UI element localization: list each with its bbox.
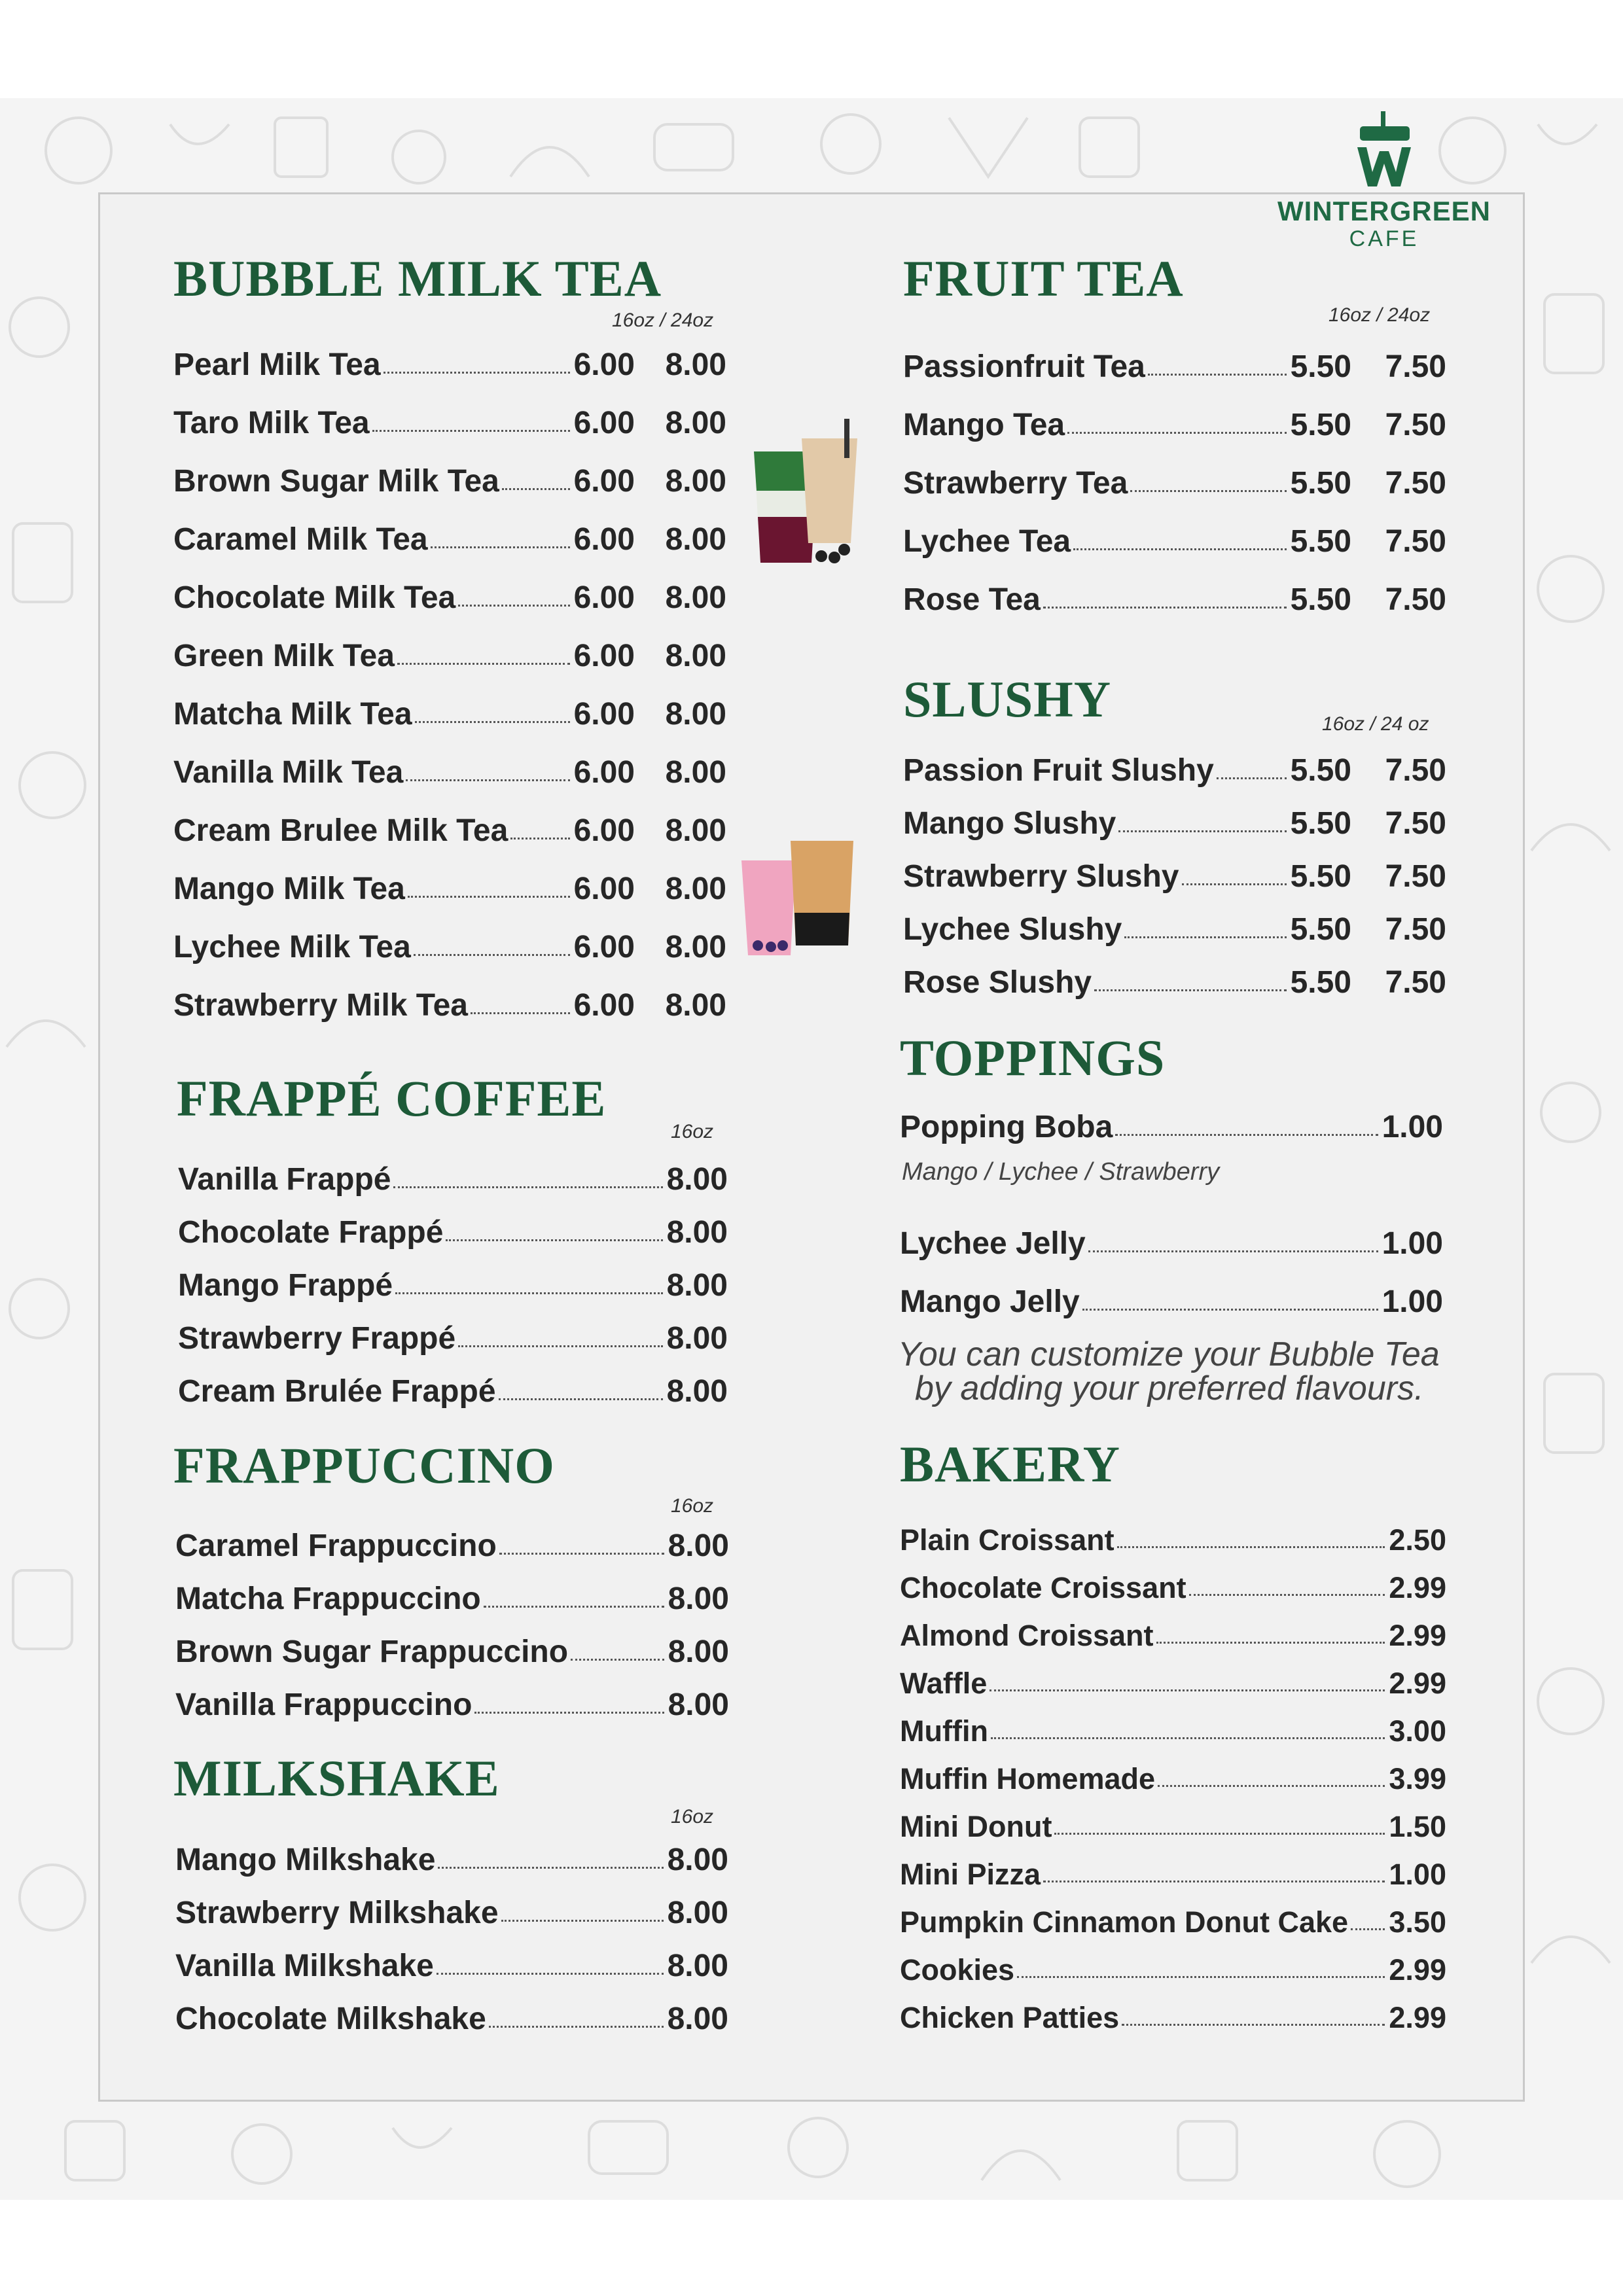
menu-item-price-large: 7.50 xyxy=(1385,408,1446,442)
menu-item-name: Chocolate Frappé xyxy=(178,1215,444,1250)
menu-item-name: Strawberry Slushy xyxy=(903,859,1179,894)
menu-item-name: Passionfruit Tea xyxy=(903,349,1145,384)
menu-item-name: Chocolate Milkshake xyxy=(175,2002,486,2036)
menu-item-name: Cookies xyxy=(900,1953,1015,1987)
dot-leader xyxy=(414,954,570,956)
menu-item-price: 6.00 xyxy=(573,406,635,440)
heading-frappuccino: FRAPPUCCINO xyxy=(173,1437,555,1494)
menu-item-name: Matcha Frappuccino xyxy=(175,1581,481,1616)
menu-item-price-large: 7.50 xyxy=(1385,912,1446,947)
dot-leader xyxy=(1082,1309,1378,1311)
size-note-fruit-tea: 16oz / 24oz xyxy=(1329,304,1431,326)
dot-leader xyxy=(484,1606,664,1608)
toppings-note-line1: You can customize your Bubble Tea xyxy=(898,1335,1440,1373)
menu-item-name: Mango Jelly xyxy=(900,1284,1080,1319)
menu-item-price-large: 8.00 xyxy=(665,406,726,440)
menu-item-row xyxy=(173,518,726,557)
menu-item-name: Taro Milk Tea xyxy=(173,406,370,440)
heading-fruit-tea: FRUIT TEA xyxy=(903,250,1184,307)
menu-item-price: 2.99 xyxy=(1389,2001,1446,2034)
dot-leader xyxy=(571,1659,664,1661)
menu-item-price-large: 8.00 xyxy=(665,813,726,848)
dot-leader xyxy=(438,1867,663,1869)
menu-item-name: Mini Donut xyxy=(900,1810,1052,1843)
menu-item-row xyxy=(900,1996,1446,2035)
menu-item-row xyxy=(173,344,726,383)
menu-item-row xyxy=(175,1684,729,1723)
menu-item-price-large: 8.00 xyxy=(665,347,726,382)
dot-leader xyxy=(1158,1785,1385,1787)
menu-item-name: Passion Fruit Slushy xyxy=(903,753,1214,788)
heading-toppings: TOPPINGS xyxy=(900,1029,1166,1086)
menu-item-name: Vanilla Milk Tea xyxy=(173,755,404,790)
dot-leader xyxy=(1067,432,1286,434)
menu-item-price: 8.00 xyxy=(668,1581,729,1616)
menu-item-name: Caramel Frappuccino xyxy=(175,1528,497,1563)
dot-leader xyxy=(1115,1134,1378,1136)
dot-leader xyxy=(397,663,570,665)
menu-item-price-large: 8.00 xyxy=(665,697,726,732)
dot-leader xyxy=(474,1712,664,1714)
dot-leader xyxy=(406,779,569,781)
dot-leader xyxy=(446,1239,662,1241)
menu-item-row xyxy=(900,1614,1446,1653)
menu-item-row xyxy=(900,1566,1446,1605)
menu-item-price: 1.00 xyxy=(1389,1858,1446,1891)
dot-leader xyxy=(1118,830,1286,832)
menu-item-row xyxy=(900,1661,1446,1701)
dot-leader xyxy=(501,1920,664,1922)
menu-item-name: Rose Slushy xyxy=(903,965,1092,1000)
menu-item-price: 3.99 xyxy=(1389,1762,1446,1795)
menu-item-name: Caramel Milk Tea xyxy=(173,522,428,557)
size-note-slushy: 16oz / 24 oz xyxy=(1322,713,1429,735)
menu-item-price: 6.00 xyxy=(573,697,635,732)
menu-item-name: Chocolate Croissant xyxy=(900,1571,1186,1604)
heading-milkshake: MILKSHAKE xyxy=(173,1750,500,1807)
menu-item-price: 8.00 xyxy=(667,2002,728,2036)
menu-item-price-large: 8.00 xyxy=(665,522,726,557)
menu-item-price: 6.00 xyxy=(573,988,635,1023)
heading-bubble-milk-tea: BUBBLE MILK TEA xyxy=(173,250,662,307)
drink-illustration-strawberry-boba xyxy=(738,834,869,968)
menu-item-price: 8.00 xyxy=(666,1162,728,1197)
menu-item-name: Plain Croissant xyxy=(900,1523,1115,1557)
dot-leader xyxy=(1156,1642,1385,1644)
menu-item-name: Almond Croissant xyxy=(900,1619,1154,1652)
menu-item-price: 6.00 xyxy=(573,639,635,673)
size-note-frappe-coffee: 16oz xyxy=(671,1121,714,1142)
menu-item-row xyxy=(900,1709,1446,1748)
dot-leader xyxy=(431,546,570,548)
dot-leader xyxy=(372,430,570,432)
dot-leader xyxy=(1351,1928,1385,1930)
dot-leader xyxy=(1130,490,1286,492)
menu-item-name: Waffle xyxy=(900,1667,988,1700)
menu-item-price: 5.50 xyxy=(1290,524,1351,559)
brand-logo xyxy=(1276,108,1492,251)
size-note-frappuccino: 16oz xyxy=(671,1495,714,1517)
menu-item-price-large: 7.50 xyxy=(1385,349,1446,384)
menu-item-price: 6.00 xyxy=(573,872,635,906)
menu-item-name: Strawberry Frappé xyxy=(178,1321,456,1356)
menu-item-price: 8.00 xyxy=(667,1843,728,1877)
menu-item-price: 5.50 xyxy=(1290,753,1351,788)
menu-item-price-large: 7.50 xyxy=(1385,806,1446,841)
menu-item-name: Matcha Milk Tea xyxy=(173,697,412,732)
menu-item-row xyxy=(175,1998,728,2037)
menu-item-row xyxy=(903,908,1446,947)
menu-item-row xyxy=(173,926,726,965)
menu-item-row xyxy=(903,462,1446,501)
menu-item-row xyxy=(178,1264,728,1303)
menu-item-price: 1.00 xyxy=(1382,1226,1443,1261)
menu-item-name: Brown Sugar Milk Tea xyxy=(173,464,499,499)
menu-item-row xyxy=(900,1518,1446,1557)
menu-item-price: 2.99 xyxy=(1389,1953,1446,1987)
menu-item-row xyxy=(903,404,1446,443)
dot-leader xyxy=(1017,1976,1385,1978)
menu-item-name: Muffin xyxy=(900,1714,988,1748)
heading-bakery: BAKERY xyxy=(900,1436,1120,1492)
menu-item-price-large: 7.50 xyxy=(1385,965,1446,1000)
dot-leader xyxy=(499,1553,664,1555)
dot-leader xyxy=(458,605,569,607)
menu-item-price: 1.00 xyxy=(1382,1110,1443,1144)
menu-item-price: 2.50 xyxy=(1389,1523,1446,1557)
menu-item-row xyxy=(903,802,1446,841)
menu-item-price: 5.50 xyxy=(1290,912,1351,947)
menu-item-price-large: 7.50 xyxy=(1385,524,1446,559)
dot-leader xyxy=(393,1186,662,1188)
menu-item-row xyxy=(903,855,1446,894)
dot-leader xyxy=(1094,989,1286,991)
menu-item-row xyxy=(178,1211,728,1250)
dot-leader xyxy=(1054,1833,1385,1835)
dot-leader xyxy=(1124,936,1286,938)
menu-item-row xyxy=(903,749,1446,788)
menu-item-price-large: 7.50 xyxy=(1385,753,1446,788)
menu-item-row xyxy=(173,576,726,616)
menu-item-price-large: 8.00 xyxy=(665,755,726,790)
dot-leader xyxy=(502,488,570,490)
dot-leader xyxy=(458,1345,662,1347)
menu-item-row xyxy=(900,1222,1443,1262)
toppings-flavours: Mango / Lychee / Strawberry xyxy=(902,1158,1220,1186)
dot-leader xyxy=(510,838,569,839)
dot-leader xyxy=(1182,883,1287,885)
dot-leader xyxy=(383,372,570,374)
menu-item-name: Lychee Milk Tea xyxy=(173,930,411,964)
menu-item-row xyxy=(173,809,726,849)
dot-leader xyxy=(499,1398,663,1400)
menu-item-name: Pumpkin Cinnamon Donut Cake xyxy=(900,1905,1349,1939)
menu-item-row xyxy=(903,345,1446,385)
menu-item-name: Brown Sugar Frappuccino xyxy=(175,1634,569,1669)
menu-item-price: 8.00 xyxy=(668,1528,729,1563)
menu-item-name: Mango Tea xyxy=(903,408,1065,442)
menu-item-row xyxy=(175,1525,729,1564)
menu-item-price: 2.99 xyxy=(1389,1571,1446,1604)
menu-item-row xyxy=(903,520,1446,559)
menu-item-name: Mango Slushy xyxy=(903,806,1116,841)
menu-item-price: 2.99 xyxy=(1389,1619,1446,1652)
menu-item-price: 8.00 xyxy=(668,1634,729,1669)
menu-item-name: Chicken Patties xyxy=(900,2001,1120,2034)
menu-item-name: Muffin Homemade xyxy=(900,1762,1156,1795)
menu-item-price: 8.00 xyxy=(666,1268,728,1303)
dot-leader xyxy=(1148,374,1287,376)
menu-item-row xyxy=(178,1158,728,1197)
menu-item-row xyxy=(173,693,726,732)
menu-item-price-large: 8.00 xyxy=(665,639,726,673)
toppings-note-line2: by adding your preferred flavours. xyxy=(915,1369,1424,1407)
menu-item-row xyxy=(173,402,726,441)
menu-item-name: Mango Milkshake xyxy=(175,1843,436,1877)
dot-leader xyxy=(991,1737,1385,1739)
dot-leader xyxy=(437,1973,664,1975)
dot-leader xyxy=(1043,1881,1385,1882)
background-doodle-left xyxy=(0,196,98,2102)
menu-item-row xyxy=(173,635,726,674)
dot-leader xyxy=(408,896,570,898)
size-note-bubble-milk-tea: 16oz / 24oz xyxy=(612,309,714,331)
menu-item-price: 6.00 xyxy=(573,930,635,964)
menu-item-name: Pearl Milk Tea xyxy=(173,347,381,382)
menu-item-row xyxy=(173,460,726,499)
menu-item-row xyxy=(173,984,726,1023)
drink-illustration-matcha-boba xyxy=(746,412,877,573)
menu-item-price: 8.00 xyxy=(666,1374,728,1409)
menu-item-price-large: 7.50 xyxy=(1385,466,1446,501)
menu-item-row xyxy=(900,1106,1443,1145)
brand-name: WINTERGREEN xyxy=(1277,196,1491,226)
menu-item-name: Popping Boba xyxy=(900,1110,1113,1144)
menu-item-price: 8.00 xyxy=(666,1215,728,1250)
menu-item-row xyxy=(175,1839,728,1878)
menu-item-price: 2.99 xyxy=(1389,1667,1446,1700)
menu-item-row xyxy=(900,1900,1446,1939)
dot-leader xyxy=(990,1689,1385,1691)
dot-leader xyxy=(471,1012,570,1014)
menu-item-row xyxy=(175,1945,728,1984)
size-note-milkshake: 16oz xyxy=(671,1806,714,1828)
dot-leader xyxy=(489,2026,664,2028)
menu-item-name: Vanilla Milkshake xyxy=(175,1949,434,1983)
menu-item-price: 8.00 xyxy=(668,1687,729,1722)
brand-sub: CAFE xyxy=(1349,226,1419,251)
dot-leader xyxy=(415,721,570,723)
menu-item-price-large: 8.00 xyxy=(665,580,726,615)
menu-item-name: Green Milk Tea xyxy=(173,639,395,673)
background-doodle-bottom xyxy=(0,2102,1623,2200)
menu-item-price: 6.00 xyxy=(573,347,635,382)
cup-logo-icon xyxy=(1348,108,1420,193)
menu-item-row xyxy=(900,1852,1446,1892)
menu-item-price: 6.00 xyxy=(573,522,635,557)
menu-item-row xyxy=(900,1805,1446,1844)
menu-item-price: 5.50 xyxy=(1290,466,1351,501)
menu-item-price: 6.00 xyxy=(573,464,635,499)
menu-item-name: Rose Tea xyxy=(903,582,1041,617)
menu-item-name: Lychee Jelly xyxy=(900,1226,1086,1261)
menu-item-name: Mango Frappé xyxy=(178,1268,393,1303)
menu-item-row xyxy=(900,1280,1443,1320)
menu-item-row xyxy=(178,1317,728,1356)
menu-item-price: 5.50 xyxy=(1290,349,1351,384)
menu-item-row xyxy=(903,578,1446,618)
dot-leader xyxy=(1117,1546,1385,1548)
menu-item-price-large: 8.00 xyxy=(665,872,726,906)
menu-item-name: Cream Brulée Frappé xyxy=(178,1374,496,1409)
menu-item-name: Chocolate Milk Tea xyxy=(173,580,456,615)
menu-item-price: 1.50 xyxy=(1389,1810,1446,1843)
dot-leader xyxy=(395,1292,663,1294)
menu-item-row xyxy=(173,751,726,790)
menu-item-name: Strawberry Milkshake xyxy=(175,1896,499,1930)
dot-leader xyxy=(1189,1594,1385,1596)
menu-item-name: Vanilla Frappé xyxy=(178,1162,391,1197)
menu-item-row xyxy=(178,1370,728,1409)
menu-item-price: 5.50 xyxy=(1290,806,1351,841)
menu-item-price: 1.00 xyxy=(1382,1284,1443,1319)
menu-item-price: 6.00 xyxy=(573,755,635,790)
menu-item-row xyxy=(173,868,726,907)
menu-item-name: Strawberry Milk Tea xyxy=(173,988,468,1023)
menu-item-price: 8.00 xyxy=(667,1896,728,1930)
menu-item-name: Lychee Tea xyxy=(903,524,1071,559)
menu-item-name: Mango Milk Tea xyxy=(173,872,405,906)
menu-item-price: 5.50 xyxy=(1290,408,1351,442)
menu-item-price-large: 8.00 xyxy=(665,930,726,964)
menu-item-price: 5.50 xyxy=(1290,965,1351,1000)
menu-item-row xyxy=(175,1631,729,1670)
menu-item-price: 3.50 xyxy=(1389,1905,1446,1939)
menu-item-price: 8.00 xyxy=(666,1321,728,1356)
menu-item-price-large: 7.50 xyxy=(1385,859,1446,894)
dot-leader xyxy=(1073,548,1286,550)
heading-frappe-coffee: FRAPPÉ COFFEE xyxy=(177,1070,607,1127)
menu-item-name: Mini Pizza xyxy=(900,1858,1041,1891)
dot-leader xyxy=(1088,1250,1378,1252)
menu-item-name: Lychee Slushy xyxy=(903,912,1122,947)
dot-leader xyxy=(1043,607,1287,609)
menu-item-name: Vanilla Frappuccino xyxy=(175,1687,473,1722)
menu-item-price: 6.00 xyxy=(573,813,635,848)
dot-leader xyxy=(1217,777,1287,779)
menu-item-name: Strawberry Tea xyxy=(903,466,1128,501)
menu-item-price: 5.50 xyxy=(1290,859,1351,894)
menu-item-row xyxy=(900,1757,1446,1796)
menu-item-row xyxy=(900,1948,1446,1987)
menu-item-price-large: 8.00 xyxy=(665,464,726,499)
menu-item-row xyxy=(175,1578,729,1617)
menu-item-row xyxy=(903,961,1446,1000)
menu-item-row xyxy=(175,1892,728,1931)
dot-leader xyxy=(1122,2024,1385,2026)
menu-item-price: 8.00 xyxy=(667,1949,728,1983)
menu-item-price: 5.50 xyxy=(1290,582,1351,617)
menu-item-price-large: 7.50 xyxy=(1385,582,1446,617)
background-doodle-right xyxy=(1525,196,1623,2102)
menu-item-name: Cream Brulee Milk Tea xyxy=(173,813,508,848)
menu-item-price: 6.00 xyxy=(573,580,635,615)
heading-slushy: SLUSHY xyxy=(903,671,1112,728)
menu-item-price-large: 8.00 xyxy=(665,988,726,1023)
menu-item-price: 3.00 xyxy=(1389,1714,1446,1748)
